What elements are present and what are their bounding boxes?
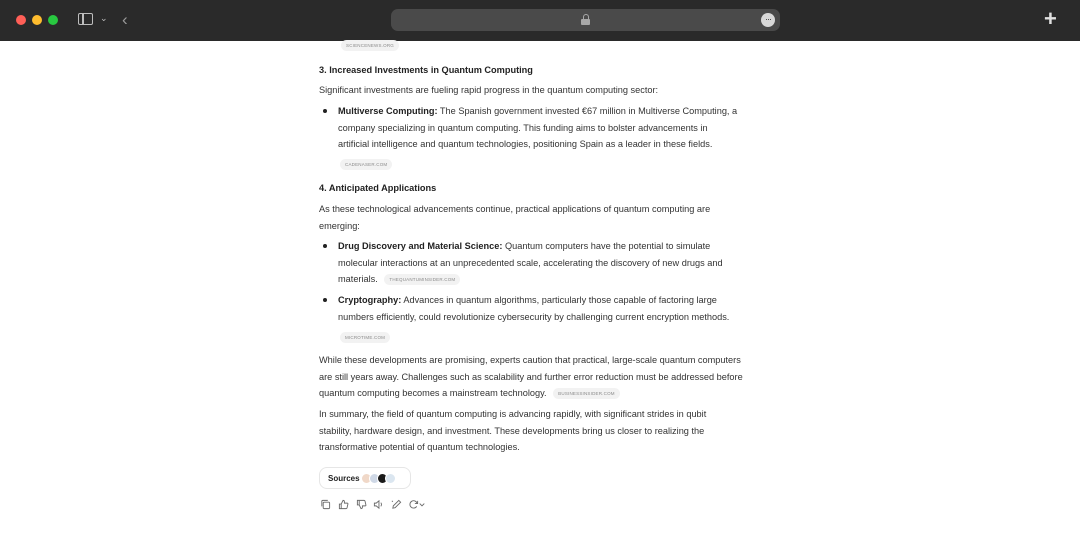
thumbs-up-icon[interactable] [338,499,349,510]
chevron-down-icon[interactable] [418,499,426,510]
paragraph: In summary, the field of quantum computing is advancing rapidly, with significant strides in qubit stability, hardware design, and investment. These developments bring us closer to realizing the transformative potential of quantum technologies. [319,409,707,452]
edit-icon[interactable] [391,499,402,510]
more-icon[interactable]: ··· [761,13,775,27]
list-item: Cryptography: Advances in quantum algorithms, particularly those capable of factoring large numbers efficiently, could revolutionize cybersecurity by challenging current encryption methods. [338,292,738,325]
bullet-icon [323,298,327,302]
citation-chip[interactable]: CADENASER.COM [340,156,392,174]
citation-chip[interactable]: SCIENCENEWS.ORG [341,37,399,55]
sources-label: Sources [328,474,360,483]
source-favicons [361,473,407,485]
zoom-icon[interactable] [48,15,58,25]
list-item: Drug Discovery and Material Science: Quantum computers have the potential to simulate molecular interactions at an unprecedented scale, accelerating the discovery of new drugs and materials. THEQUANTUMINSIDER.COM [338,238,738,288]
plus-icon[interactable]: + [1044,6,1057,31]
sources-button[interactable] [319,467,411,489]
section-heading: 4. Anticipated Applications [319,183,437,193]
citation-chip[interactable]: MICROTIME.COM [340,329,390,347]
bullet-icon [323,244,327,248]
citation-chip[interactable]: THEQUANTUMINSIDER.COM [384,274,460,285]
address-bar[interactable] [391,9,780,31]
bullet-icon [323,109,327,113]
copy-icon[interactable] [320,499,331,510]
section-heading: 3. Increased Investments in Quantum Computing [319,65,533,75]
sidebar-icon[interactable] [78,13,93,25]
paragraph: As these technological advancements continue, practical applications of quantum computing are emerging: [319,204,711,231]
minimize-icon[interactable] [32,15,42,25]
thumbs-down-icon[interactable] [356,499,367,510]
paragraph: Significant investments are fueling rapid progress in the quantum computing sector: [319,85,659,95]
back-icon[interactable]: ‹ [122,10,128,29]
close-icon[interactable] [16,15,26,25]
paragraph: While these developments are promising, experts caution that practical, large-scale quantum computers are still years away. Challenges such as scalability and further error reduction must be addressed before quantum computing becomes a mainstream technology. BUSINESSINSIDER.COM [319,355,743,398]
citation-chip[interactable]: BUSINESSINSIDER.COM [553,388,620,399]
lock-icon [581,14,590,25]
browser-toolbar [0,0,1080,41]
speaker-icon[interactable] [373,499,384,510]
chevron-down-icon[interactable]: ⌄ [100,13,108,23]
list-item: Multiverse Computing: The Spanish government invested €67 million in Multiverse Computing, a company specializing in quantum computing. This funding aims to bolster advancements in artificial intelligence and quantum technologies, positioning Spain as a leader in these fields. [338,103,738,153]
source-favicon-icon [385,473,396,484]
